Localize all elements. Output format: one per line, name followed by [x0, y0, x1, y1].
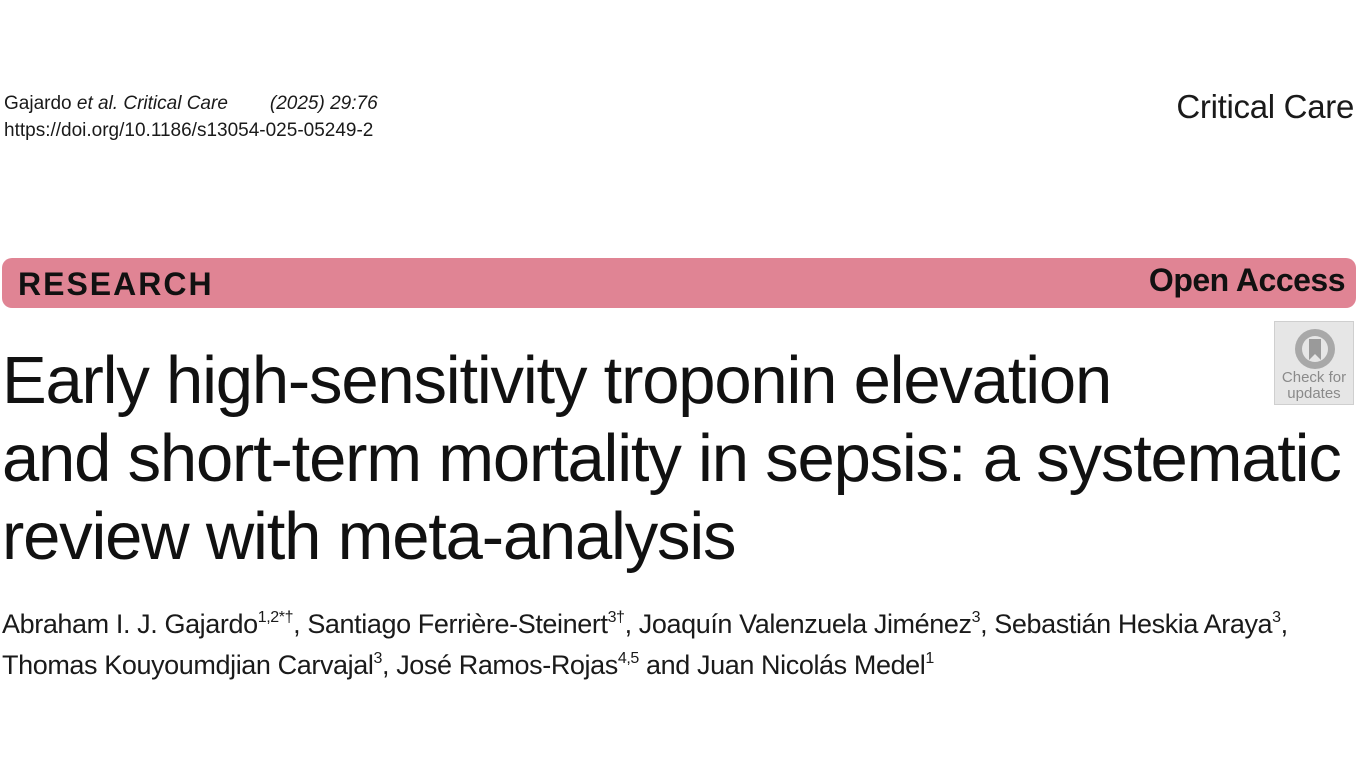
author-name[interactable]: Abraham I. J. Gajardo [2, 609, 258, 639]
author-name[interactable]: Sebastián Heskia Araya [994, 609, 1273, 639]
journal-name: Critical Care [1176, 88, 1354, 125]
article-title [2, 342, 1342, 576]
author-affiliation: 1,2*† [257, 609, 294, 626]
citation-year-volume: (2025) 29:76 [269, 93, 378, 114]
citation-block [4, 90, 378, 144]
author-affiliation: 4,5 [617, 650, 639, 667]
author-separator: , [980, 609, 995, 639]
author-name[interactable]: Santiago Ferrière-Steinert [307, 609, 608, 639]
author-affiliation: 3 [971, 609, 981, 626]
author-name[interactable]: Thomas Kouyoumdjian Carvajal [2, 650, 374, 680]
author-name[interactable]: Juan Nicolás Medel [696, 650, 926, 680]
open-access-label: Open Access [1148, 262, 1345, 298]
author-separator: , [1280, 609, 1288, 639]
author-affiliation: 3 [373, 650, 382, 667]
title-line-1: Early high-sensitivity troponin elevation [2, 343, 1112, 418]
author-separator: and [638, 650, 697, 680]
author-name[interactable]: José Ramos-Rojas [396, 650, 618, 680]
author-affiliation: 1 [925, 650, 934, 667]
citation-journal: Critical Care [123, 93, 228, 114]
author-line-1 [2, 604, 1362, 645]
author-affiliation: 3 [1272, 609, 1281, 626]
doi-link[interactable]: https://doi.org/10.1186/s13054-025-05249-2 [4, 120, 374, 141]
citation-line [4, 90, 378, 117]
author-line-2 [2, 645, 1362, 686]
author-affiliation: 3† [607, 609, 625, 626]
author-list [2, 604, 1362, 686]
title-line-2: and short-term mortality in sepsis: a systematic [2, 421, 1341, 496]
author-name[interactable]: Joaquín Valenzuela Jiménez [638, 609, 972, 639]
title-line-3: review with meta-analysis [2, 499, 736, 574]
citation-author: Gajardo [4, 93, 72, 114]
article-type-banner [2, 258, 1356, 308]
author-separator: , [293, 609, 308, 639]
article-type-label: RESEARCH [18, 266, 214, 302]
citation-et-al: et al. [76, 93, 119, 114]
check-for-updates-label: Check for updates [1281, 369, 1347, 402]
author-separator: , [624, 609, 639, 639]
author-separator: , [381, 650, 397, 680]
